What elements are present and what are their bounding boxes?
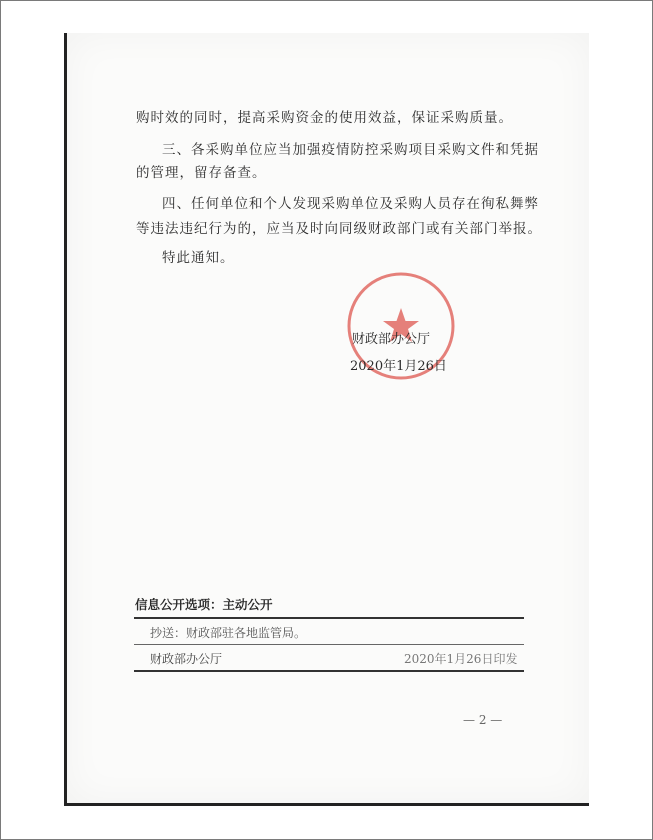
signature-date: 2020年1月26日 [350,359,447,374]
signature-org: 财政部办公厅 [352,332,431,347]
body-line-2: 三、各采购单位应当加强疫情防控采购项目采购文件和凭据 [162,142,539,158]
body-line-6: 特此通知。 [162,250,235,266]
rule-top [134,617,524,619]
page-number: — 2 — [463,713,503,727]
rule-bottom [134,670,524,672]
issuer: 财政部办公厅 [150,652,223,666]
body-line-4: 四、任何单位和个人发现采购单位及采购人员存在徇私舞弊 [162,196,539,212]
cc-line: 抄送：财政部驻各地监管局。 [150,626,307,640]
body-line-1: 购时效的同时，提高采购资金的使用效益，保证采购质量。 [136,110,513,126]
rule-middle [134,644,524,645]
print-date: 2020年1月26日印发 [404,652,518,666]
body-line-3: 的管理，留存备查。 [136,165,267,181]
body-line-5: 等违法违纪行为的，应当及时向同级财政部门或有关部门举报。 [136,221,542,237]
info-disclosure: 信息公开选项：主动公开 [135,597,273,612]
